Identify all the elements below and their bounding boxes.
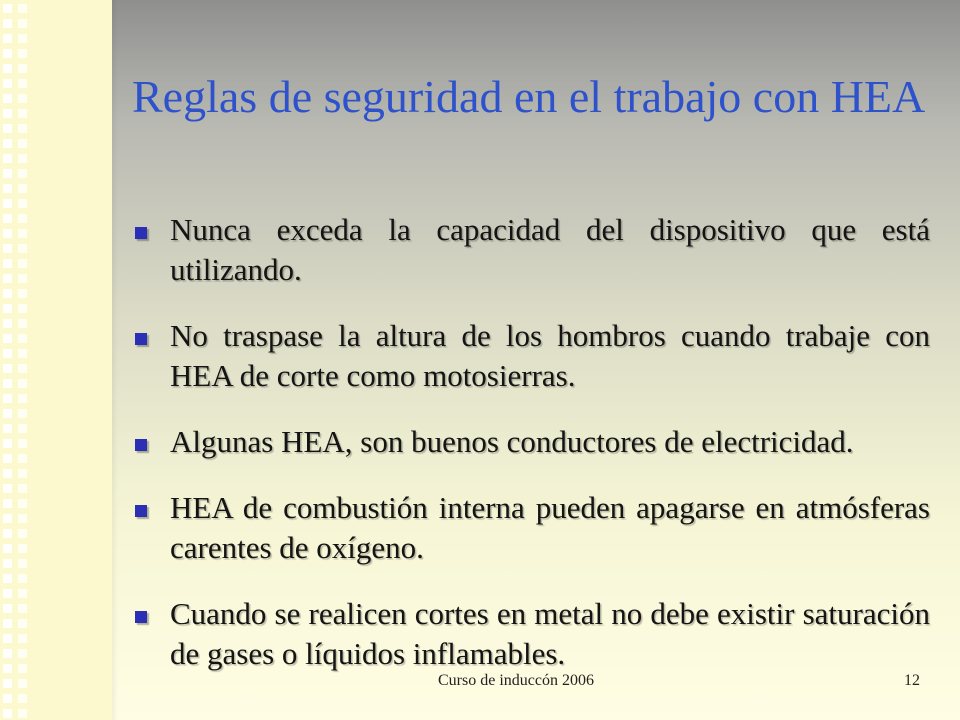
bullet-item: [132, 316, 930, 396]
square-bullet-icon: [135, 505, 147, 517]
bullet-item: [132, 594, 930, 674]
page-number: 12: [904, 672, 920, 689]
bullet-text: Algunas HEA, son buenos conductores de electricidad.: [170, 424, 854, 459]
bullet-text: Nunca exceda la capacidad del dispositivo que está utilizando.: [170, 212, 930, 287]
bullet-item: [132, 422, 930, 462]
checker-pattern: [0, 0, 30, 720]
bullet-list: [132, 210, 930, 700]
bullet-item: [132, 488, 930, 568]
strip-shadow: [112, 0, 118, 720]
square-bullet-icon: [135, 439, 147, 451]
bullet-text: HEA de combustión interna pueden apagarse en atmósferas carentes de oxígeno.: [170, 490, 930, 565]
bullet-text: No traspase la altura de los hombros cuando trabaje con HEA de corte como motosierras.: [170, 318, 930, 393]
bullet-text: Cuando se realicen cortes en metal no debe existir saturación de gases o líquidos inflamables.: [170, 596, 930, 671]
square-bullet-icon: [135, 333, 147, 345]
bullet-item: [132, 210, 930, 290]
footer-text: Curso de induccón 2006: [438, 672, 594, 689]
square-bullet-icon: [135, 611, 147, 623]
slide-title: Reglas de seguridad en el trabajo con HEA: [132, 71, 926, 122]
decorative-left-strip: [0, 0, 112, 720]
square-bullet-icon: [135, 227, 147, 239]
